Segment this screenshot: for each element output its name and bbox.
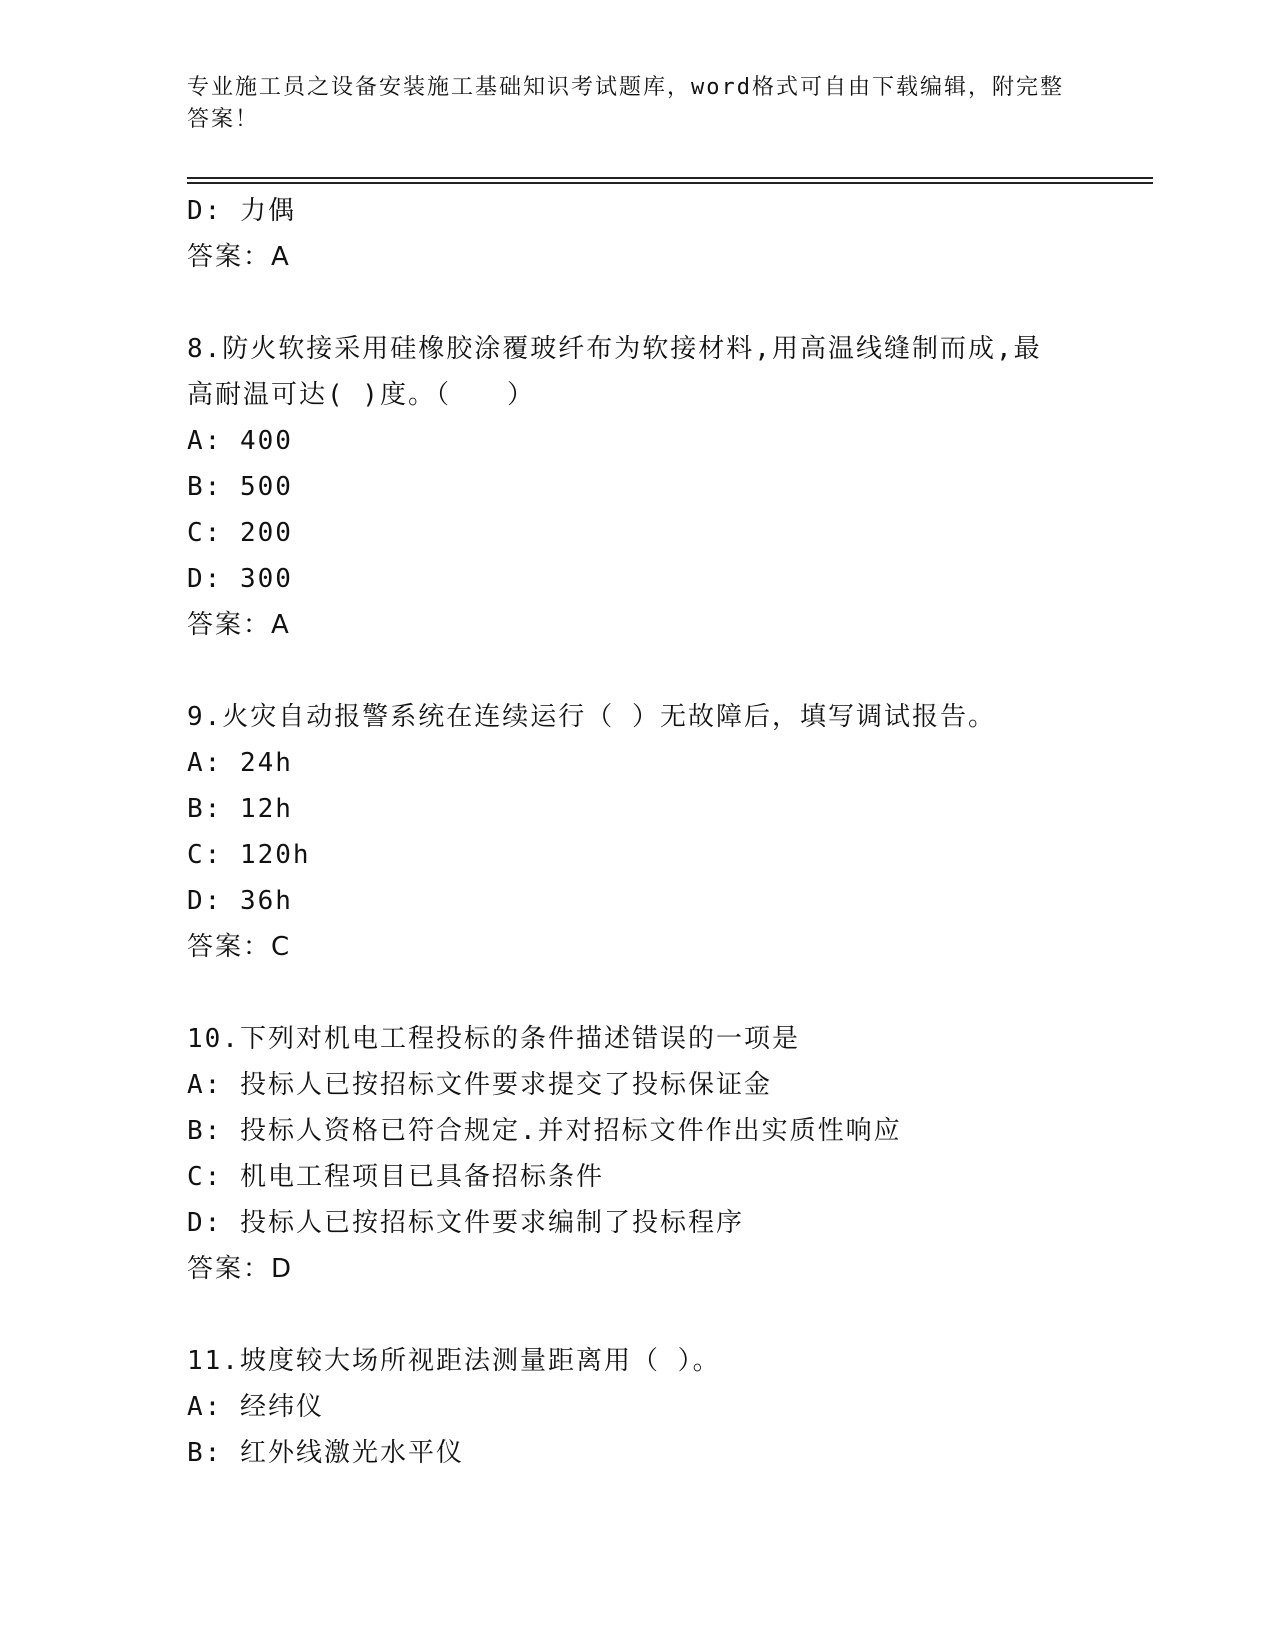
- spacer: [187, 970, 1153, 1016]
- answer-label: 答案：D: [187, 1254, 294, 1284]
- question-stem: 10.下列对机电工程投标的条件描述错误的一项是: [187, 1024, 800, 1054]
- option-d: D: 300: [187, 564, 293, 594]
- answer-label: 答案：C: [187, 932, 292, 962]
- spacer: [187, 280, 1153, 326]
- option-b: B: 红外线激光水平仪: [187, 1438, 464, 1468]
- option-c: C: 120h: [187, 840, 311, 870]
- question-stem: 9.火灾自动报警系统在连续运行（ ）无故障后，填写调试报告。: [187, 702, 996, 732]
- option-b: B: 500: [187, 472, 293, 502]
- question-8: [187, 326, 1153, 648]
- answer-label: 答案：A: [187, 242, 291, 272]
- question-10: [187, 1016, 1153, 1292]
- option-d: D: 力偶: [187, 196, 296, 226]
- document-header: 专业施工员之设备安装施工基础知识考试题库，word格式可自由下载编辑，附完整答案！: [187, 75, 1064, 132]
- question-content: [187, 188, 1153, 1476]
- question-stem: 11.坡度较大场所视距法测量距离用（ ）。: [187, 1346, 721, 1376]
- header-divider-top: [187, 177, 1153, 179]
- answer-label: 答案：A: [187, 610, 291, 640]
- option-b: B: 12h: [187, 794, 293, 824]
- option-c: C: 200: [187, 518, 293, 548]
- option-a: A: 投标人已按招标文件要求提交了投标保证金: [187, 1070, 772, 1100]
- option-c: C: 机电工程项目已具备招标条件: [187, 1162, 604, 1192]
- option-d: D: 36h: [187, 886, 293, 916]
- question-11: [187, 1338, 1153, 1476]
- question-stem: 8.防火软接采用硅橡胶涂覆玻纤布为软接材料,用高温线缝制而成,最高耐温可达( )度。（ ）: [187, 334, 1042, 410]
- option-b: B: 投标人资格已符合规定.并对招标文件作出实质性响应: [187, 1116, 902, 1146]
- option-a: A: 经纬仪: [187, 1392, 324, 1422]
- option-a: A: 400: [187, 426, 293, 456]
- spacer: [187, 1292, 1153, 1338]
- option-a: A: 24h: [187, 748, 293, 778]
- option-d: D: 投标人已按招标文件要求编制了投标程序: [187, 1208, 744, 1238]
- header-divider-bottom: [187, 182, 1153, 184]
- spacer: [187, 648, 1153, 694]
- question-9: [187, 694, 1153, 970]
